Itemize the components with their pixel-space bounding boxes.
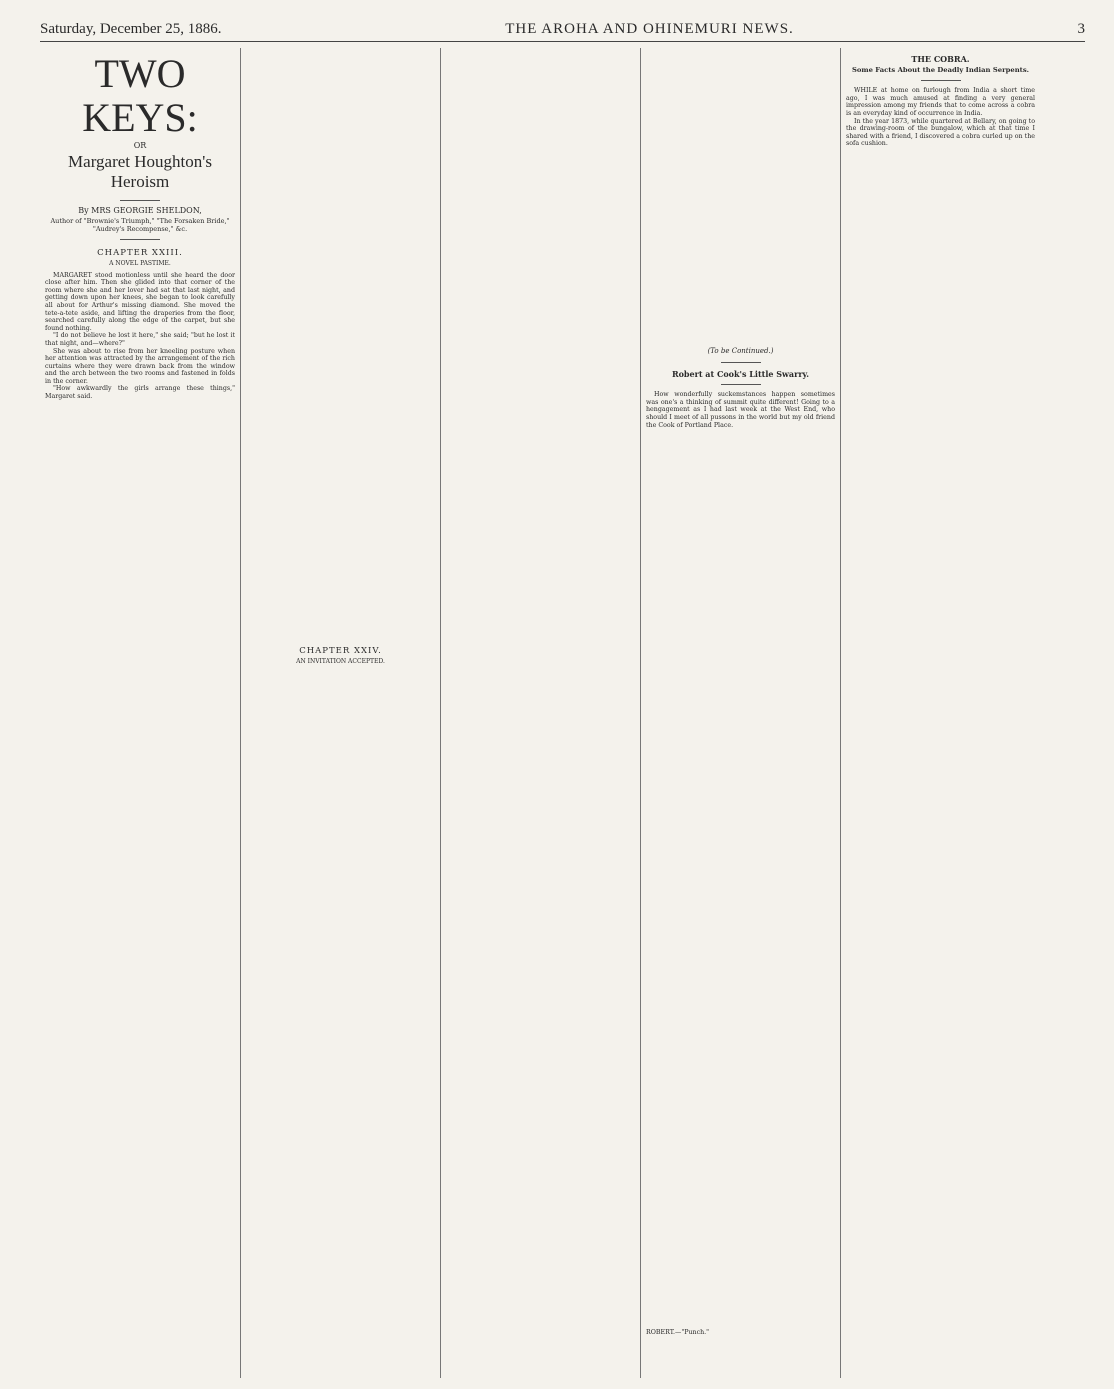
paragraph: How wonderfully suckemstances happen sometimes was one's a thinking of summit quite different! Going to a hengagement as I had last week at the West End, who should I meet of all pussons in the world but my old friend the Cook of Portland Place.: [646, 391, 835, 429]
divider: [921, 80, 961, 81]
columns: [40, 48, 1085, 1378]
paragraph: "How awkwardly the girls arrange these things," Margaret said.: [45, 385, 235, 401]
author-note: Author of "Brownie's Triumph," "The Forsaken Bride," "Audrey's Recompense," &c.: [50, 217, 230, 233]
chapter-heading: CHAPTER XXIII.: [97, 248, 183, 259]
article-subtitle: Some Facts About the Deadly Indian Serpents.: [851, 65, 1030, 74]
column-3: [440, 48, 640, 1378]
chapter-subtitle: AN INVITATION ACCEPTED.: [296, 657, 385, 665]
issue-date: Saturday, December 25, 1886.: [40, 21, 222, 37]
paragraph: She was about to rise from her kneeling posture when her attention was attracted by the arrangement of the rich curtains where they were drawn back from the window and the arch between the two rooms and fastened in folds in the corner.: [45, 347, 235, 385]
byline: By MRS GEORGIE SHELDON,: [78, 205, 202, 215]
divider: [721, 362, 761, 363]
divider: [120, 200, 160, 201]
chapter-subtitle: A NOVEL PASTIME.: [109, 259, 171, 267]
article-title: Robert at Cook's Little Swarry.: [671, 368, 810, 379]
paragraph: "I do not believe he lost it here," she said; "but he lost it that night, and—where?": [45, 332, 235, 347]
column-1: [40, 48, 240, 1378]
column-5: [840, 48, 1040, 1378]
story-or: OR: [133, 141, 147, 150]
column-2: [240, 48, 440, 1378]
paragraph: In the year 1873, while quartered at Bellary, on going to the drawing-room of the bungalow, which at that time I shared with a friend, I discovered a cobra curled up on the sofa cushion.: [846, 117, 1035, 148]
divider: [120, 239, 160, 240]
newspaper-title: THE AROHA AND OHINEMURI NEWS.: [505, 21, 794, 37]
chapter-heading: CHAPTER XXIV.: [299, 646, 382, 656]
story-title: TWO KEYS:: [82, 51, 198, 140]
paragraph: MARGARET stood motionless until she heard the door close after him. Then she glided into that corner of the room where she and her lover had sat that last night, and getting down upon her knees, she began to look carefully all about for Arthur's missing diamond. She moved the tete-a-tete aside, and lifting the draperies from the floor, searched carefully along the edge of the carpet, but she found nothing.: [45, 271, 235, 332]
article-signature: ROBERT.—"Punch.": [646, 1329, 710, 1337]
article-title: THE COBRA.: [911, 54, 970, 64]
story-subtitle: Margaret Houghton's Heroism: [68, 151, 212, 191]
paragraph: WHILE at home on furlough from India a short time ago, I was much amused at finding a very general impression among my friends that to come across a cobra is an everyday kind of occurrence in India.: [846, 87, 1035, 117]
divider: [721, 384, 761, 385]
masthead: [40, 12, 1085, 42]
continued-note: (To be Continued.): [707, 347, 774, 355]
column-4: [640, 48, 840, 1378]
page-number: 3: [1077, 21, 1085, 37]
